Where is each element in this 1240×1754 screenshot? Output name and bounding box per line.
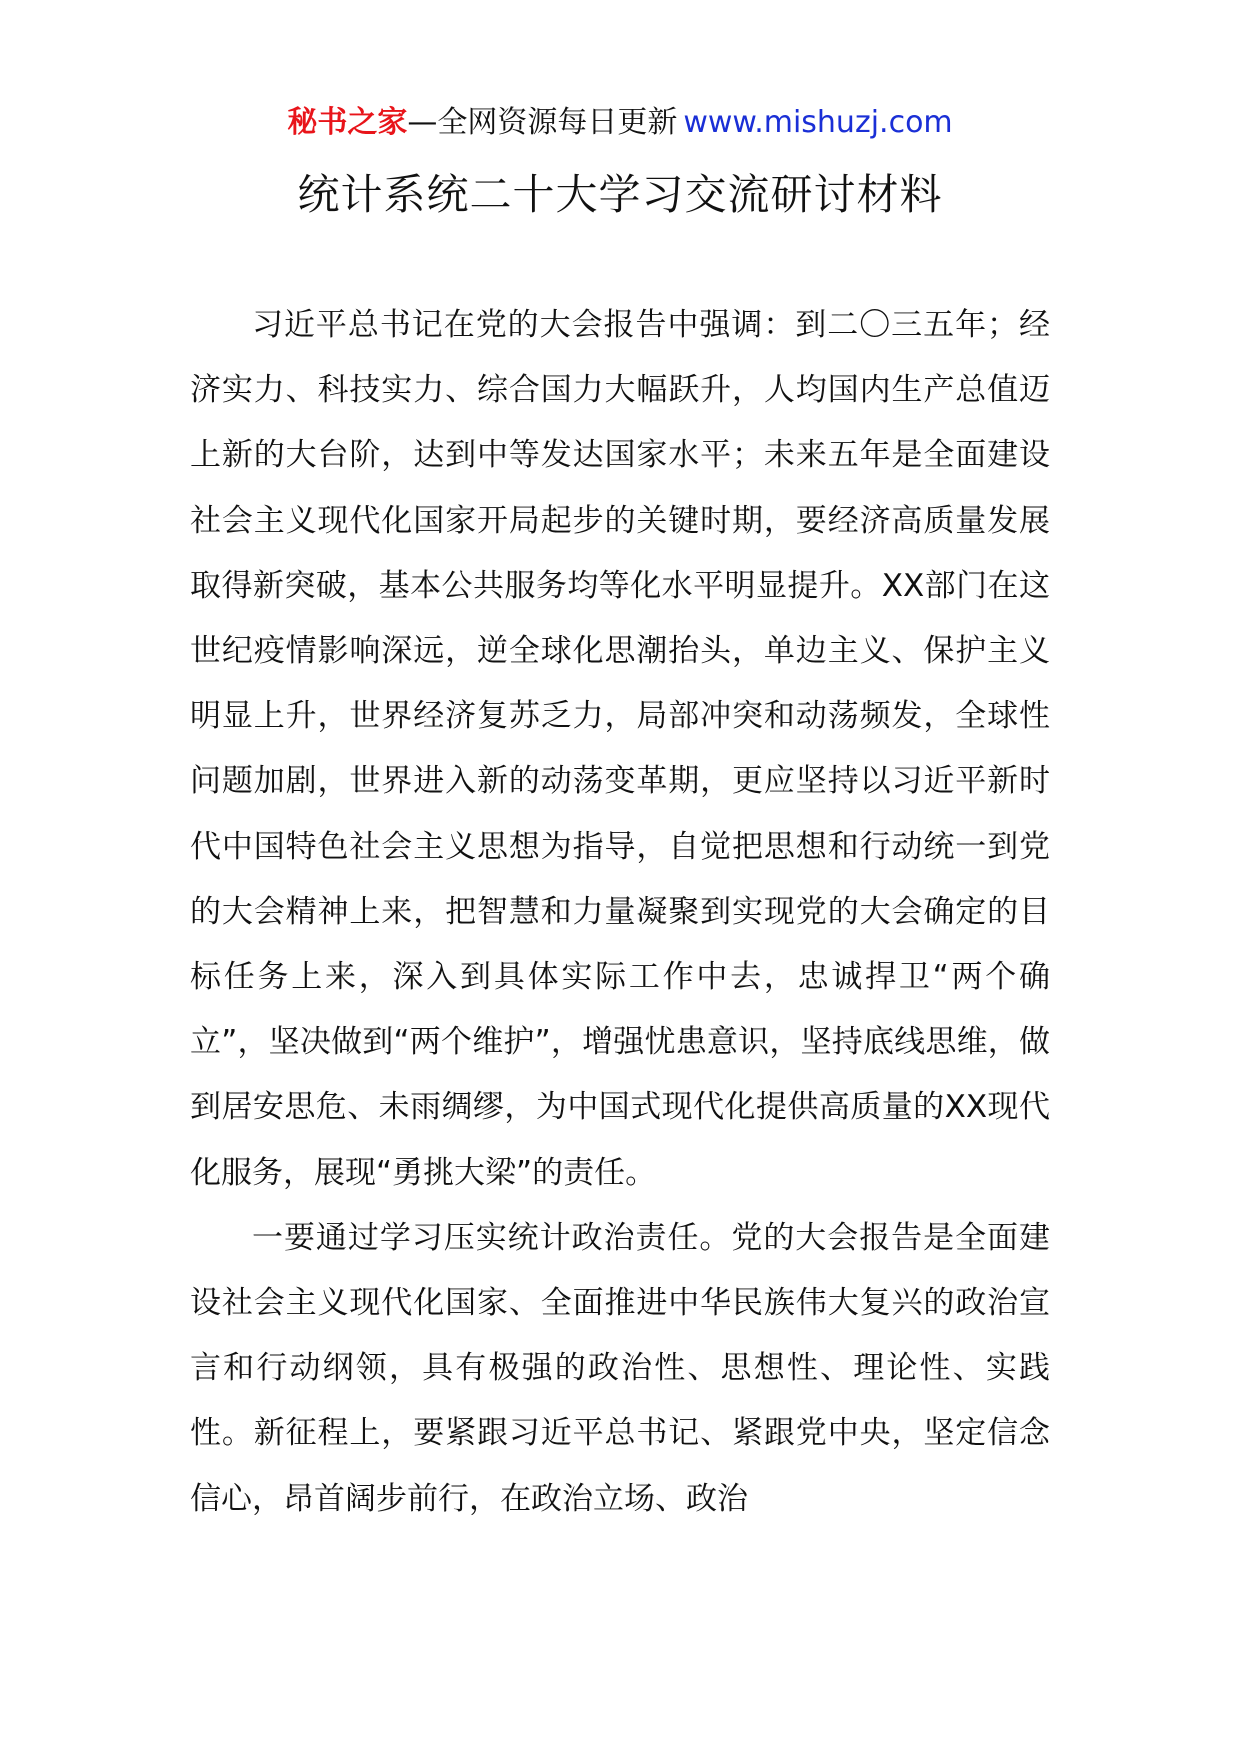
document-title: 统计系统二十大学习交流研讨材料 (297, 170, 943, 219)
document-body (190, 293, 1050, 1532)
body-paragraph: 一要通过学习压实统计政治责任。党的大会报告是全面建设社会主义现代化国家、全面推进中华民族伟大复兴的政治宣言和行动纲领，具有极强的政治性、思想性、理论性、实践性。新征程上，要紧跟习近平总书记、紧跟党中央，坚定信念信心，昂首阔步前行，在政治立场、政治 (190, 1219, 1050, 1517)
site-url-link[interactable]: www.mishuzj.com (683, 105, 953, 140)
site-header (0, 98, 1240, 148)
site-brand: 秘书之家 (287, 105, 408, 140)
body-paragraph: 习近平总书记在党的大会报告中强调：到二〇三五年；经济实力、科技实力、综合国力大幅跃升，人均国内生产总值迈上新的大台阶，达到中等发达国家水平；未来五年是全面建设社会主义现代化国家开局起步的关键时期，要经济高质量发展取得新突破，基本公共服务均等化水平明显提升。XX部门在这世纪疫情影响深远，逆全球化思潮抬头，单边主义、保护主义明显上升，世界经济复苏乏力，局部冲突和动荡频发，全球性问题加剧，世界进入新的动荡变革期，更应坚持以习近平新时代中国特色社会主义思想为指导，自觉把思想和行动统一到党的大会精神上来，把智慧和力量凝聚到实现党的大会确定的目标任务上来，深入到具体实际工作中去，忠诚捍卫“两个确立”，坚决做到“两个维护”，增强忧患意识，坚持底线思维，做到居安思危、未雨绸缪，为中国式现代化提供高质量的XX现代化服务，展现“勇挑大梁”的责任。 (190, 307, 1050, 1191)
site-tagline: —全网资源每日更新 (407, 105, 678, 140)
